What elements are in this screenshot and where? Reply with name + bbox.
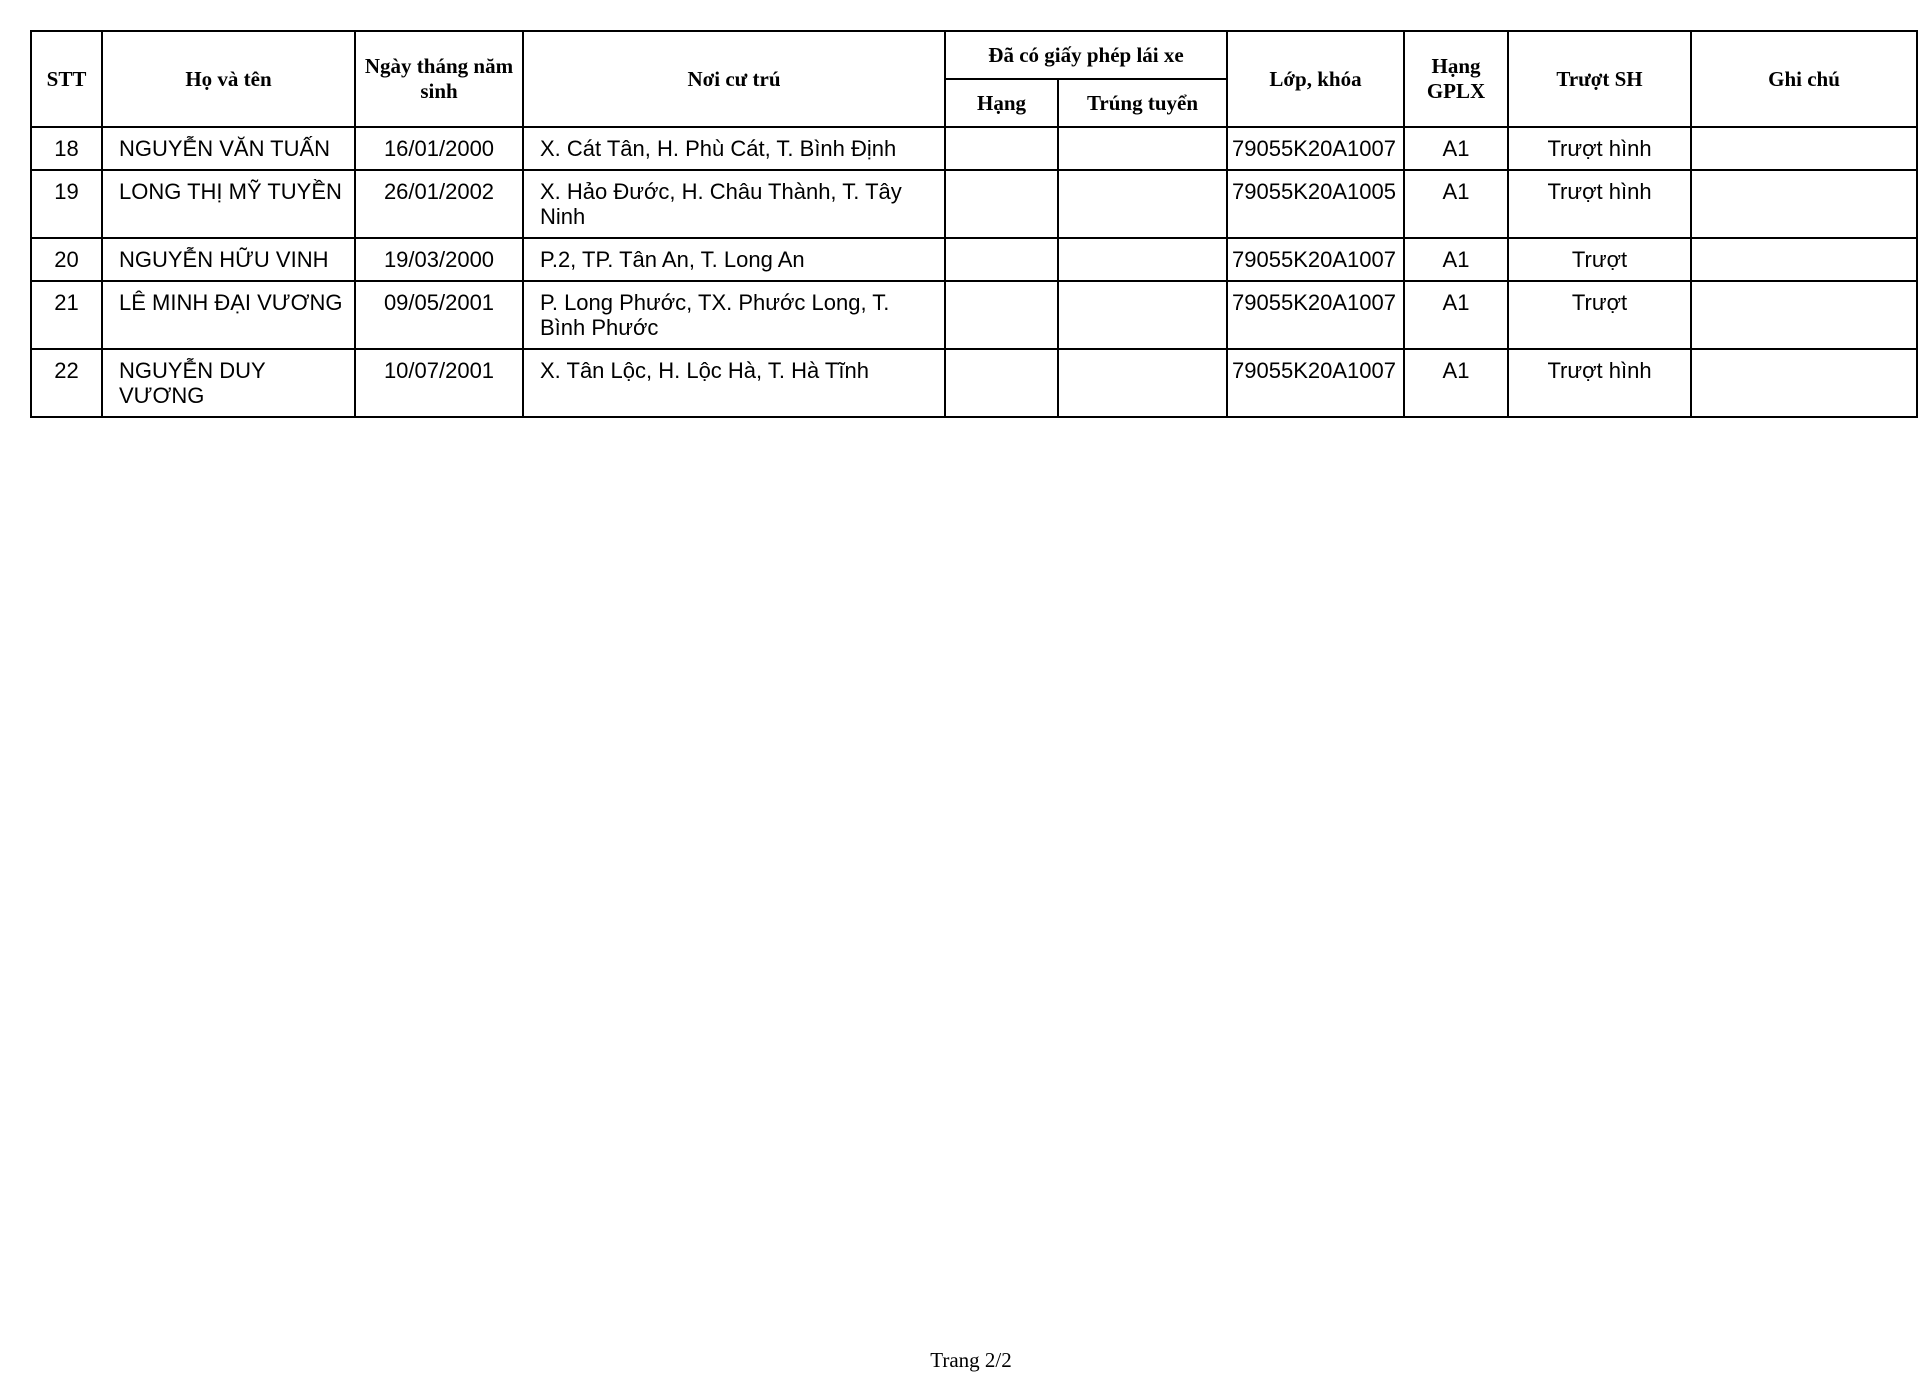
cell-name: NGUYỄN DUY VƯƠNG bbox=[102, 349, 355, 417]
cell-course: 79055K20A1007 bbox=[1227, 238, 1404, 281]
cell-residence: X. Tân Lộc, H. Lộc Hà, T. Hà Tĩnh bbox=[523, 349, 945, 417]
cell-admitted bbox=[1058, 238, 1227, 281]
table-row bbox=[31, 127, 1917, 170]
cell-admitted bbox=[1058, 127, 1227, 170]
header-dob: Ngày tháng năm sinh bbox=[355, 31, 523, 127]
header-result: Trượt SH bbox=[1508, 31, 1691, 127]
header-admitted: Trúng tuyển bbox=[1058, 79, 1227, 127]
cell-gplx-class: A1 bbox=[1404, 281, 1508, 349]
cell-gplx-class: A1 bbox=[1404, 238, 1508, 281]
page-number: Trang 2/2 bbox=[930, 1348, 1012, 1372]
cell-course: 79055K20A1007 bbox=[1227, 349, 1404, 417]
table-row bbox=[31, 349, 1917, 417]
cell-license-class bbox=[945, 170, 1058, 238]
header-stt: STT bbox=[31, 31, 102, 127]
cell-stt: 20 bbox=[31, 238, 102, 281]
cell-stt: 18 bbox=[31, 127, 102, 170]
cell-license-class bbox=[945, 349, 1058, 417]
cell-license-class bbox=[945, 238, 1058, 281]
header-license-group: Đã có giấy phép lái xe bbox=[945, 31, 1227, 79]
roster-table bbox=[30, 30, 1918, 418]
cell-admitted bbox=[1058, 170, 1227, 238]
cell-stt: 22 bbox=[31, 349, 102, 417]
table-row bbox=[31, 281, 1917, 349]
cell-result: Trượt hình bbox=[1508, 170, 1691, 238]
cell-dob: 10/07/2001 bbox=[355, 349, 523, 417]
table-body bbox=[31, 127, 1917, 417]
cell-gplx-class: A1 bbox=[1404, 349, 1508, 417]
cell-note bbox=[1691, 281, 1917, 349]
cell-residence: X. Cát Tân, H. Phù Cát, T. Bình Định bbox=[523, 127, 945, 170]
cell-admitted bbox=[1058, 281, 1227, 349]
cell-dob: 09/05/2001 bbox=[355, 281, 523, 349]
cell-course: 79055K20A1005 bbox=[1227, 170, 1404, 238]
header-gplx-class: Hạng GPLX bbox=[1404, 31, 1508, 127]
cell-result: Trượt bbox=[1508, 238, 1691, 281]
cell-license-class bbox=[945, 281, 1058, 349]
cell-gplx-class: A1 bbox=[1404, 170, 1508, 238]
cell-stt: 21 bbox=[31, 281, 102, 349]
cell-name: NGUYỄN HỮU VINH bbox=[102, 238, 355, 281]
table-row bbox=[31, 170, 1917, 238]
cell-dob: 16/01/2000 bbox=[355, 127, 523, 170]
cell-course: 79055K20A1007 bbox=[1227, 281, 1404, 349]
cell-note bbox=[1691, 170, 1917, 238]
cell-residence: P.2, TP. Tân An, T. Long An bbox=[523, 238, 945, 281]
cell-result: Trượt bbox=[1508, 281, 1691, 349]
header-note: Ghi chú bbox=[1691, 31, 1917, 127]
cell-admitted bbox=[1058, 349, 1227, 417]
cell-dob: 19/03/2000 bbox=[355, 238, 523, 281]
header-course: Lớp, khóa bbox=[1227, 31, 1404, 127]
cell-name: NGUYỄN VĂN TUẤN bbox=[102, 127, 355, 170]
table-row bbox=[31, 238, 1917, 281]
header-residence: Nơi cư trú bbox=[523, 31, 945, 127]
cell-course: 79055K20A1007 bbox=[1227, 127, 1404, 170]
cell-note bbox=[1691, 127, 1917, 170]
cell-stt: 19 bbox=[31, 170, 102, 238]
table-header bbox=[31, 31, 1917, 127]
cell-note bbox=[1691, 238, 1917, 281]
cell-note bbox=[1691, 349, 1917, 417]
cell-dob: 26/01/2002 bbox=[355, 170, 523, 238]
cell-name: LONG THỊ MỸ TUYỀN bbox=[102, 170, 355, 238]
cell-result: Trượt hình bbox=[1508, 349, 1691, 417]
cell-gplx-class: A1 bbox=[1404, 127, 1508, 170]
cell-name: LÊ MINH ĐẠI VƯƠNG bbox=[102, 281, 355, 349]
cell-residence: X. Hảo Đước, H. Châu Thành, T. Tây Ninh bbox=[523, 170, 945, 238]
header-name: Họ và tên bbox=[102, 31, 355, 127]
cell-result: Trượt hình bbox=[1508, 127, 1691, 170]
cell-residence: P. Long Phước, TX. Phước Long, T. Bình Phước bbox=[523, 281, 945, 349]
cell-license-class bbox=[945, 127, 1058, 170]
header-license-class: Hạng bbox=[945, 79, 1058, 127]
